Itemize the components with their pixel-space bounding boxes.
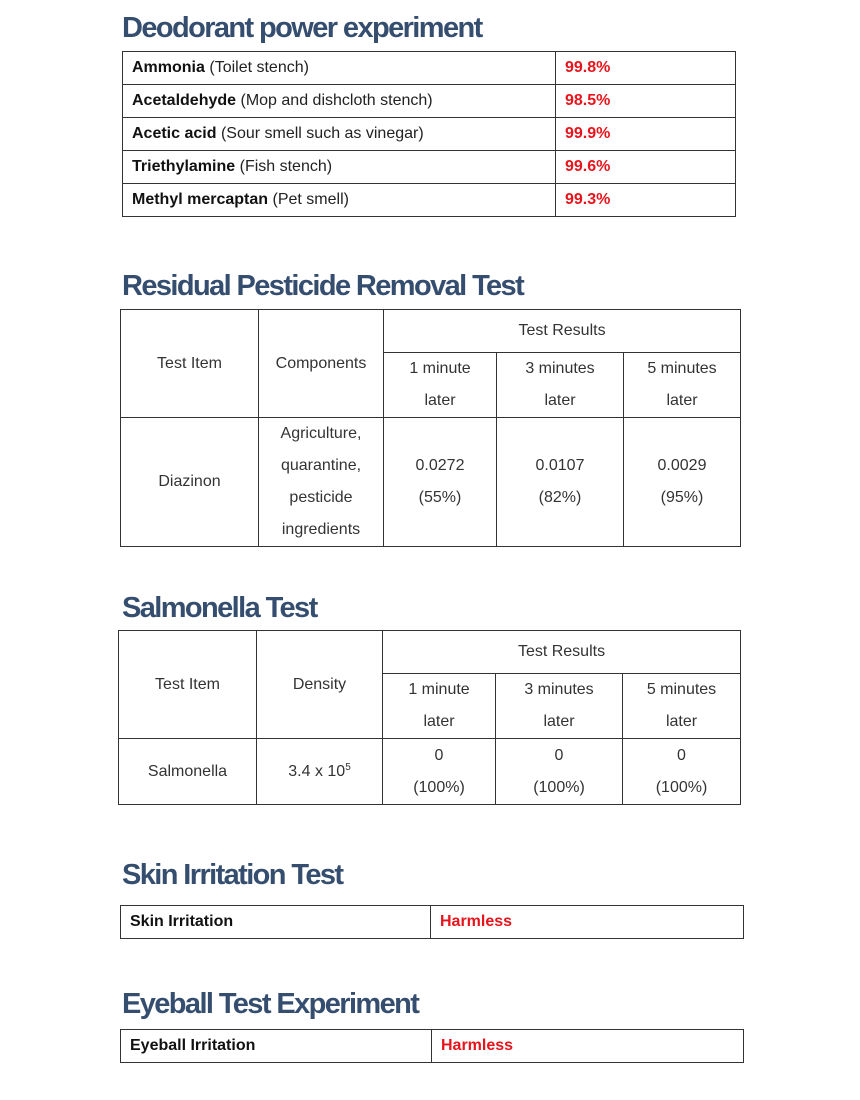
- header-test-item: Test Item: [121, 310, 259, 418]
- time-label-suffix: later: [666, 392, 698, 409]
- eyeball-value: Harmless: [432, 1030, 744, 1063]
- gas-name: Triethylamine: [132, 158, 236, 175]
- component-line: ingredients: [281, 521, 361, 538]
- test-item-cell: Diazinon: [121, 418, 259, 547]
- table-row: [123, 52, 736, 85]
- time-label-suffix: later: [544, 392, 576, 409]
- deodorant-name-cell: [123, 118, 556, 151]
- header-3-minutes: [497, 353, 624, 418]
- result-5-minutes: [623, 739, 741, 805]
- result-1-minute: [383, 739, 496, 805]
- deodorant-name-cell: [123, 184, 556, 217]
- pesticide-table: [120, 309, 741, 547]
- eyeball-label: Eyeball Irritation: [121, 1030, 432, 1063]
- table-row: [123, 85, 736, 118]
- density-base: 3.4 x 10: [288, 762, 346, 780]
- density-exponent: 5: [345, 761, 351, 773]
- table-row: [123, 118, 736, 151]
- result-1-minute: [384, 418, 497, 547]
- time-label: 1 minute: [409, 360, 471, 377]
- gas-name: Methyl mercaptan: [132, 191, 269, 208]
- result-percent: (55%): [418, 489, 462, 506]
- result-value: 0.0029: [657, 457, 707, 474]
- time-label-suffix: later: [423, 713, 455, 730]
- time-label: 1 minute: [408, 681, 470, 698]
- deodorant-value: 99.8%: [556, 52, 736, 85]
- skin-value: Harmless: [431, 906, 744, 939]
- header-density: Density: [257, 631, 383, 739]
- header-test-item: Test Item: [119, 631, 257, 739]
- time-label: 3 minutes: [525, 360, 595, 377]
- result-percent: (95%): [660, 489, 704, 506]
- skin-title: Skin Irritation Test: [122, 859, 343, 891]
- result-value: 0.0272: [415, 457, 465, 474]
- time-label: 5 minutes: [647, 360, 717, 377]
- result-3-minutes: [496, 739, 623, 805]
- table-row: [121, 418, 741, 547]
- component-line: quarantine,: [280, 457, 362, 474]
- eyeball-title: Eyeball Test Experiment: [122, 988, 419, 1020]
- gas-desc: (Fish stench): [239, 158, 333, 175]
- header-5-minutes: [623, 674, 741, 739]
- result-value: 0: [554, 746, 564, 764]
- deodorant-table: [122, 51, 736, 217]
- result-percent: (82%): [538, 489, 582, 506]
- gas-name: Acetic acid: [132, 125, 217, 142]
- table-row: [123, 184, 736, 217]
- skin-label: Skin Irritation: [121, 906, 431, 939]
- header-test-results: Test Results: [384, 310, 741, 353]
- component-line: Agriculture,: [280, 425, 362, 442]
- gas-name: Acetaldehyde: [132, 92, 237, 109]
- gas-desc: (Sour smell such as vinegar): [220, 125, 424, 142]
- test-item-cell: Salmonella: [119, 739, 257, 805]
- skin-table: [120, 905, 744, 939]
- time-label: 5 minutes: [646, 681, 717, 698]
- deodorant-name-cell: [123, 52, 556, 85]
- density-cell: [257, 739, 383, 805]
- gas-desc: (Pet smell): [272, 191, 349, 208]
- table-row: [121, 1030, 744, 1063]
- result-3-minutes: [497, 418, 624, 547]
- components-cell: [259, 418, 384, 547]
- deodorant-value: 99.9%: [556, 118, 736, 151]
- header-components: Components: [259, 310, 384, 418]
- deodorant-name-cell: [123, 85, 556, 118]
- time-label-suffix: later: [665, 713, 698, 730]
- deodorant-value: 98.5%: [556, 85, 736, 118]
- time-label-suffix: later: [424, 392, 456, 409]
- result-percent: (100%): [533, 778, 585, 796]
- deodorant-value: 99.3%: [556, 184, 736, 217]
- result-value: 0: [677, 746, 686, 764]
- eyeball-table: [120, 1029, 744, 1063]
- result-percent: (100%): [655, 778, 708, 796]
- result-value: 0: [434, 746, 444, 764]
- result-percent: (100%): [413, 778, 465, 796]
- pesticide-title: Residual Pesticide Removal Test: [122, 270, 524, 302]
- deodorant-title: Deodorant power experiment: [122, 12, 482, 44]
- table-row: [121, 906, 744, 939]
- table-row: [121, 310, 741, 353]
- component-line: pesticide: [289, 489, 353, 506]
- result-value: 0.0107: [535, 457, 585, 474]
- table-row: [123, 151, 736, 184]
- time-label: 3 minutes: [524, 681, 594, 698]
- header-3-minutes: [496, 674, 623, 739]
- salmonella-table: [118, 630, 741, 805]
- gas-desc: (Toilet stench): [209, 59, 309, 76]
- time-label-suffix: later: [543, 713, 575, 730]
- salmonella-title: Salmonella Test: [122, 592, 317, 624]
- header-test-results: Test Results: [383, 631, 741, 674]
- header-1-minute: [383, 674, 496, 739]
- result-5-minutes: [624, 418, 741, 547]
- gas-name: Ammonia: [132, 59, 205, 76]
- gas-desc: (Mop and dishcloth stench): [240, 92, 433, 109]
- header-1-minute: [384, 353, 497, 418]
- table-row: [119, 739, 741, 805]
- header-5-minutes: [624, 353, 741, 418]
- deodorant-name-cell: [123, 151, 556, 184]
- deodorant-value: 99.6%: [556, 151, 736, 184]
- table-row: [119, 631, 741, 674]
